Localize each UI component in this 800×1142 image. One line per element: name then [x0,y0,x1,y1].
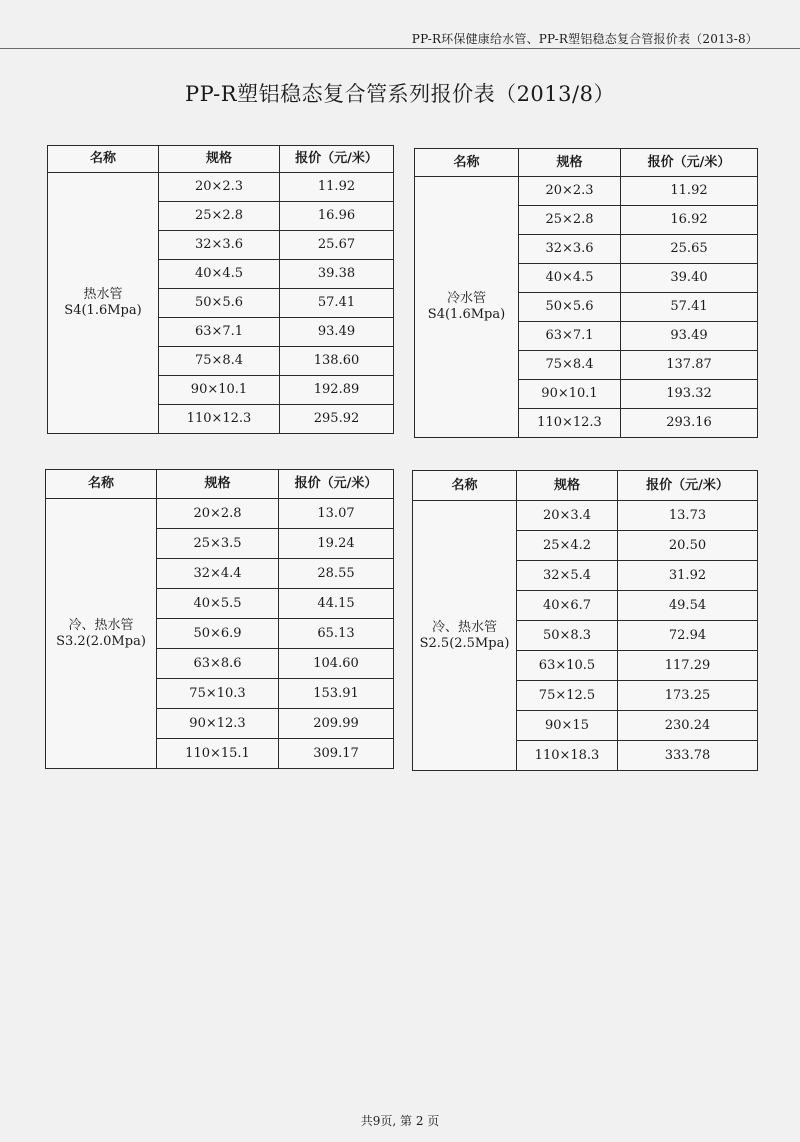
spec-cell: 25×2.8 [159,202,280,231]
spec-cell: 32×4.4 [157,559,279,589]
price-cell: 13.07 [279,499,394,529]
price-cell: 20.50 [618,531,758,561]
spec-cell: 63×7.1 [159,318,280,347]
table-header-row [413,471,758,501]
price-cell: 31.92 [618,561,758,591]
spec-cell: 90×10.1 [519,380,621,409]
price-table-hot-water-s4 [47,145,394,434]
spec-cell: 25×3.5 [157,529,279,559]
document-title: PP-R塑铝稳态复合管系列报价表（2013/8） [185,82,615,106]
spec-cell: 50×6.9 [157,619,279,649]
spec-cell: 32×3.6 [159,231,280,260]
price-cell: 16.96 [280,202,394,231]
page-header [0,0,800,52]
spec-cell: 75×8.4 [159,347,280,376]
price-cell: 49.54 [618,591,758,621]
price-cell: 293.16 [621,409,758,438]
spec-cell: 40×4.5 [519,264,621,293]
spec-cell: 32×5.4 [517,561,618,591]
table-row [413,501,758,531]
spec-cell: 90×15 [517,711,618,741]
table-header-row [415,149,758,177]
spec-cell: 110×12.3 [159,405,280,434]
price-cell: 39.38 [280,260,394,289]
spec-cell: 25×2.8 [519,206,621,235]
price-cell: 11.92 [280,173,394,202]
header-name: 名称 [48,146,159,173]
table-row [48,173,394,202]
header-name: 名称 [46,470,157,499]
spec-cell: 63×7.1 [519,322,621,351]
header-name: 名称 [413,471,517,501]
header-divider [0,48,800,49]
price-cell: 117.29 [618,651,758,681]
price-cell: 11.92 [621,177,758,206]
price-cell: 28.55 [279,559,394,589]
spec-cell: 110×12.3 [519,409,621,438]
spec-cell: 25×4.2 [517,531,618,561]
header-spec: 规格 [517,471,618,501]
price-cell: 104.60 [279,649,394,679]
spec-cell: 50×5.6 [519,293,621,322]
header-spec: 规格 [159,146,280,173]
header-spec: 规格 [157,470,279,499]
price-cell: 230.24 [618,711,758,741]
price-cell: 25.67 [280,231,394,260]
product-name: 冷、热水管 [431,619,497,635]
table-header-row [48,146,394,173]
table-row [46,499,394,529]
header-text: PP-R环保健康给水管、PP-R塑铝稳态复合管报价表（2013-8） [411,32,758,46]
header-name: 名称 [415,149,519,177]
table-row [415,177,758,206]
spec-cell: 40×6.7 [517,591,618,621]
price-cell: 153.91 [279,679,394,709]
price-cell: 137.87 [621,351,758,380]
price-cell: 192.89 [280,376,394,405]
price-table-cold-hot-s2-5 [412,470,758,771]
table-header-row [46,470,394,499]
spec-cell: 20×3.4 [517,501,618,531]
spec-cell: 40×4.5 [159,260,280,289]
price-cell: 93.49 [280,318,394,347]
spec-cell: 20×2.8 [157,499,279,529]
price-cell: 65.13 [279,619,394,649]
spec-cell: 75×10.3 [157,679,279,709]
spec-cell: 20×2.3 [519,177,621,206]
spec-cell: 40×5.5 [157,589,279,619]
product-name-cell [413,501,517,771]
price-cell: 295.92 [280,405,394,434]
spec-cell: 75×8.4 [519,351,621,380]
header-price: 报价（元/米） [621,149,758,177]
price-cell: 39.40 [621,264,758,293]
spec-cell: 63×8.6 [157,649,279,679]
spec-cell: 110×18.3 [517,741,618,771]
spec-cell: 20×2.3 [159,173,280,202]
header-price: 报价（元/米） [280,146,394,173]
price-table-cold-hot-s3-2 [45,469,394,769]
spec-cell: 90×10.1 [159,376,280,405]
spec-cell: 75×12.5 [517,681,618,711]
price-cell: 309.17 [279,739,394,769]
product-name: 冷、热水管 [68,617,134,633]
price-cell: 44.15 [279,589,394,619]
spec-cell: 50×8.3 [517,621,618,651]
spec-cell: 63×10.5 [517,651,618,681]
price-cell: 25.65 [621,235,758,264]
spec-cell: 110×15.1 [157,739,279,769]
product-name-cell [48,173,159,434]
product-name-cell [415,177,519,438]
pressure-rating: S2.5(2.5Mpa) [419,635,510,651]
product-name: 热水管 [83,287,123,303]
price-cell: 173.25 [618,681,758,711]
price-cell: 93.49 [621,322,758,351]
header-price: 报价（元/米） [618,471,758,501]
price-cell: 193.32 [621,380,758,409]
price-cell: 57.41 [280,289,394,318]
pressure-rating: S4(1.6Mpa) [427,307,506,322]
product-name: 冷水管 [446,291,486,307]
spec-cell: 90×12.3 [157,709,279,739]
price-cell: 209.99 [279,709,394,739]
spec-cell: 32×3.6 [519,235,621,264]
product-name-cell [46,499,157,769]
price-cell: 16.92 [621,206,758,235]
price-cell: 19.24 [279,529,394,559]
price-cell: 138.60 [280,347,394,376]
pressure-rating: S3.2(2.0Mpa) [56,633,146,649]
pressure-rating: S4(1.6Mpa) [64,303,142,318]
spec-cell: 50×5.6 [159,289,280,318]
price-cell: 72.94 [618,621,758,651]
header-spec: 规格 [519,149,621,177]
page-number: 共9页, 第 2 页 [360,1114,440,1128]
price-table-cold-water-s4 [414,148,758,438]
header-price: 报价（元/米） [279,470,394,499]
price-cell: 333.78 [618,741,758,771]
price-cell: 13.73 [618,501,758,531]
price-cell: 57.41 [621,293,758,322]
